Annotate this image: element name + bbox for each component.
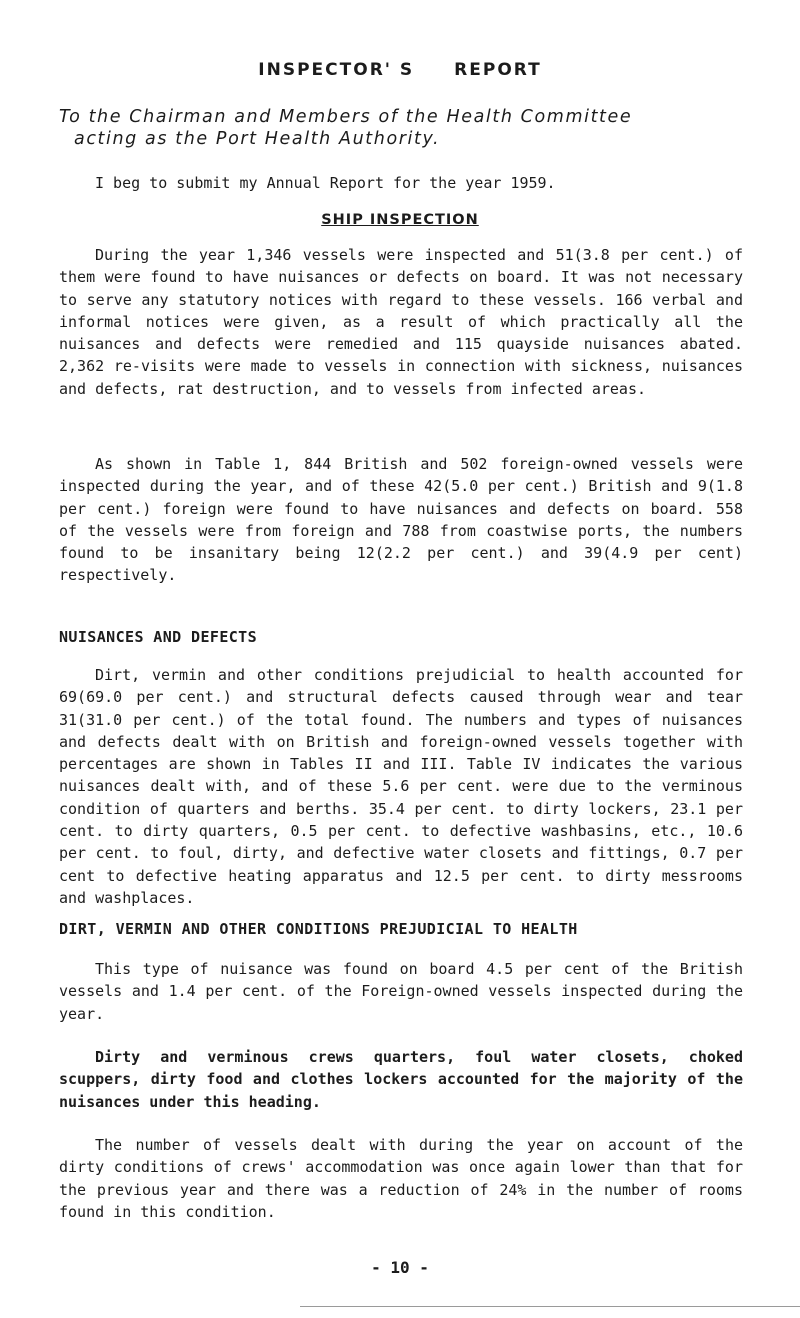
ship-inspection-paragraph-2: As shown in Table 1, 844 British and 502 foreign-owned vessels were inspected during the year, and of these 42(5.0 per cent.) British and 9(1.8 per cent.) foreign were found to have nuisances and defects on board. 558 of the vessels were from foreign and 788 from coastwise ports, the numbers found to be insanitary being 12(2.2 per cent.) and 39(4.9 per cent) respectively. [59, 455, 743, 585]
salutation-line2: acting as the Port Health Authority. [74, 129, 441, 149]
intro-paragraph: I beg to submit my Annual Report for the year 1959. [95, 174, 556, 192]
nuisances-heading: NUISANCES AND DEFECTS [59, 628, 258, 646]
report-title [0, 60, 800, 80]
dirt-paragraph-3: The number of vessels dealt with during the year on account of the dirty conditions of crews' accommodation was once again lower than that for the previous year and there was a reduction of 24% in the number of rooms found in this condition. [59, 1136, 743, 1221]
report-title-part1: INSPECTOR' S [258, 60, 415, 80]
dirt-paragraph-1: This type of nuisance was found on board 4.5 per cent of the British vessels and 1.4 per cent. of the Foreign-owned vessels inspected during the year. [59, 960, 743, 1023]
salutation [59, 106, 759, 150]
ship-inspection-heading: SHIP INSPECTION [321, 212, 479, 228]
salutation-line1: To the Chairman and Members of the Health Committee [59, 107, 633, 127]
dirt-heading: DIRT, VERMIN AND OTHER CONDITIONS PREJUDICIAL TO HEALTH [59, 920, 578, 938]
page-number: - 10 - [371, 1258, 429, 1277]
bottom-rule [300, 1306, 800, 1307]
nuisances-paragraph-1: Dirt, vermin and other conditions prejudicial to health accounted for 69(69.0 per cent.) and structural defects caused through wear and tear 31(31.0 per cent.) of the total found. The numbers and types of nuisances and defects dealt with on British and foreign-owned vessels together with percentages are shown in Tables II and III. Table IV indicates the various nuisances dealt with, and of these 5.6 per cent. were due to the verminous condition of quarters and berths. 35.4 per cent. to dirty lockers, 23.1 per cent. to dirty quarters, 0.5 per cent. to defective washbasins, etc., 10.6 per cent. to foul, dirty, and defective water closets and fittings, 0.7 per cent to defective heating apparatus and 12.5 per cent. to dirty messrooms and washplaces. [59, 666, 743, 907]
ship-inspection-paragraph-1: During the year 1,346 vessels were inspected and 51(3.8 per cent.) of them were found to have nuisances or defects on board. It was not necessary to serve any statutory notices with regard to these vessels. 166 verbal and informal notices were given, as a result of which practically all the nuisances and defects were remedied and 115 quayside nuisances abated. 2,362 re-visits were made to vessels in connection with sickness, nuisances and defects, rat destruction, and to vessels from infected areas. [59, 246, 743, 398]
dirt-paragraph-2: Dirty and verminous crews quarters, foul water closets, choked scuppers, dirty food and clothes lockers accounted for the majority of the nuisances under this heading. [59, 1048, 743, 1111]
report-title-part2: REPORT [454, 60, 542, 80]
